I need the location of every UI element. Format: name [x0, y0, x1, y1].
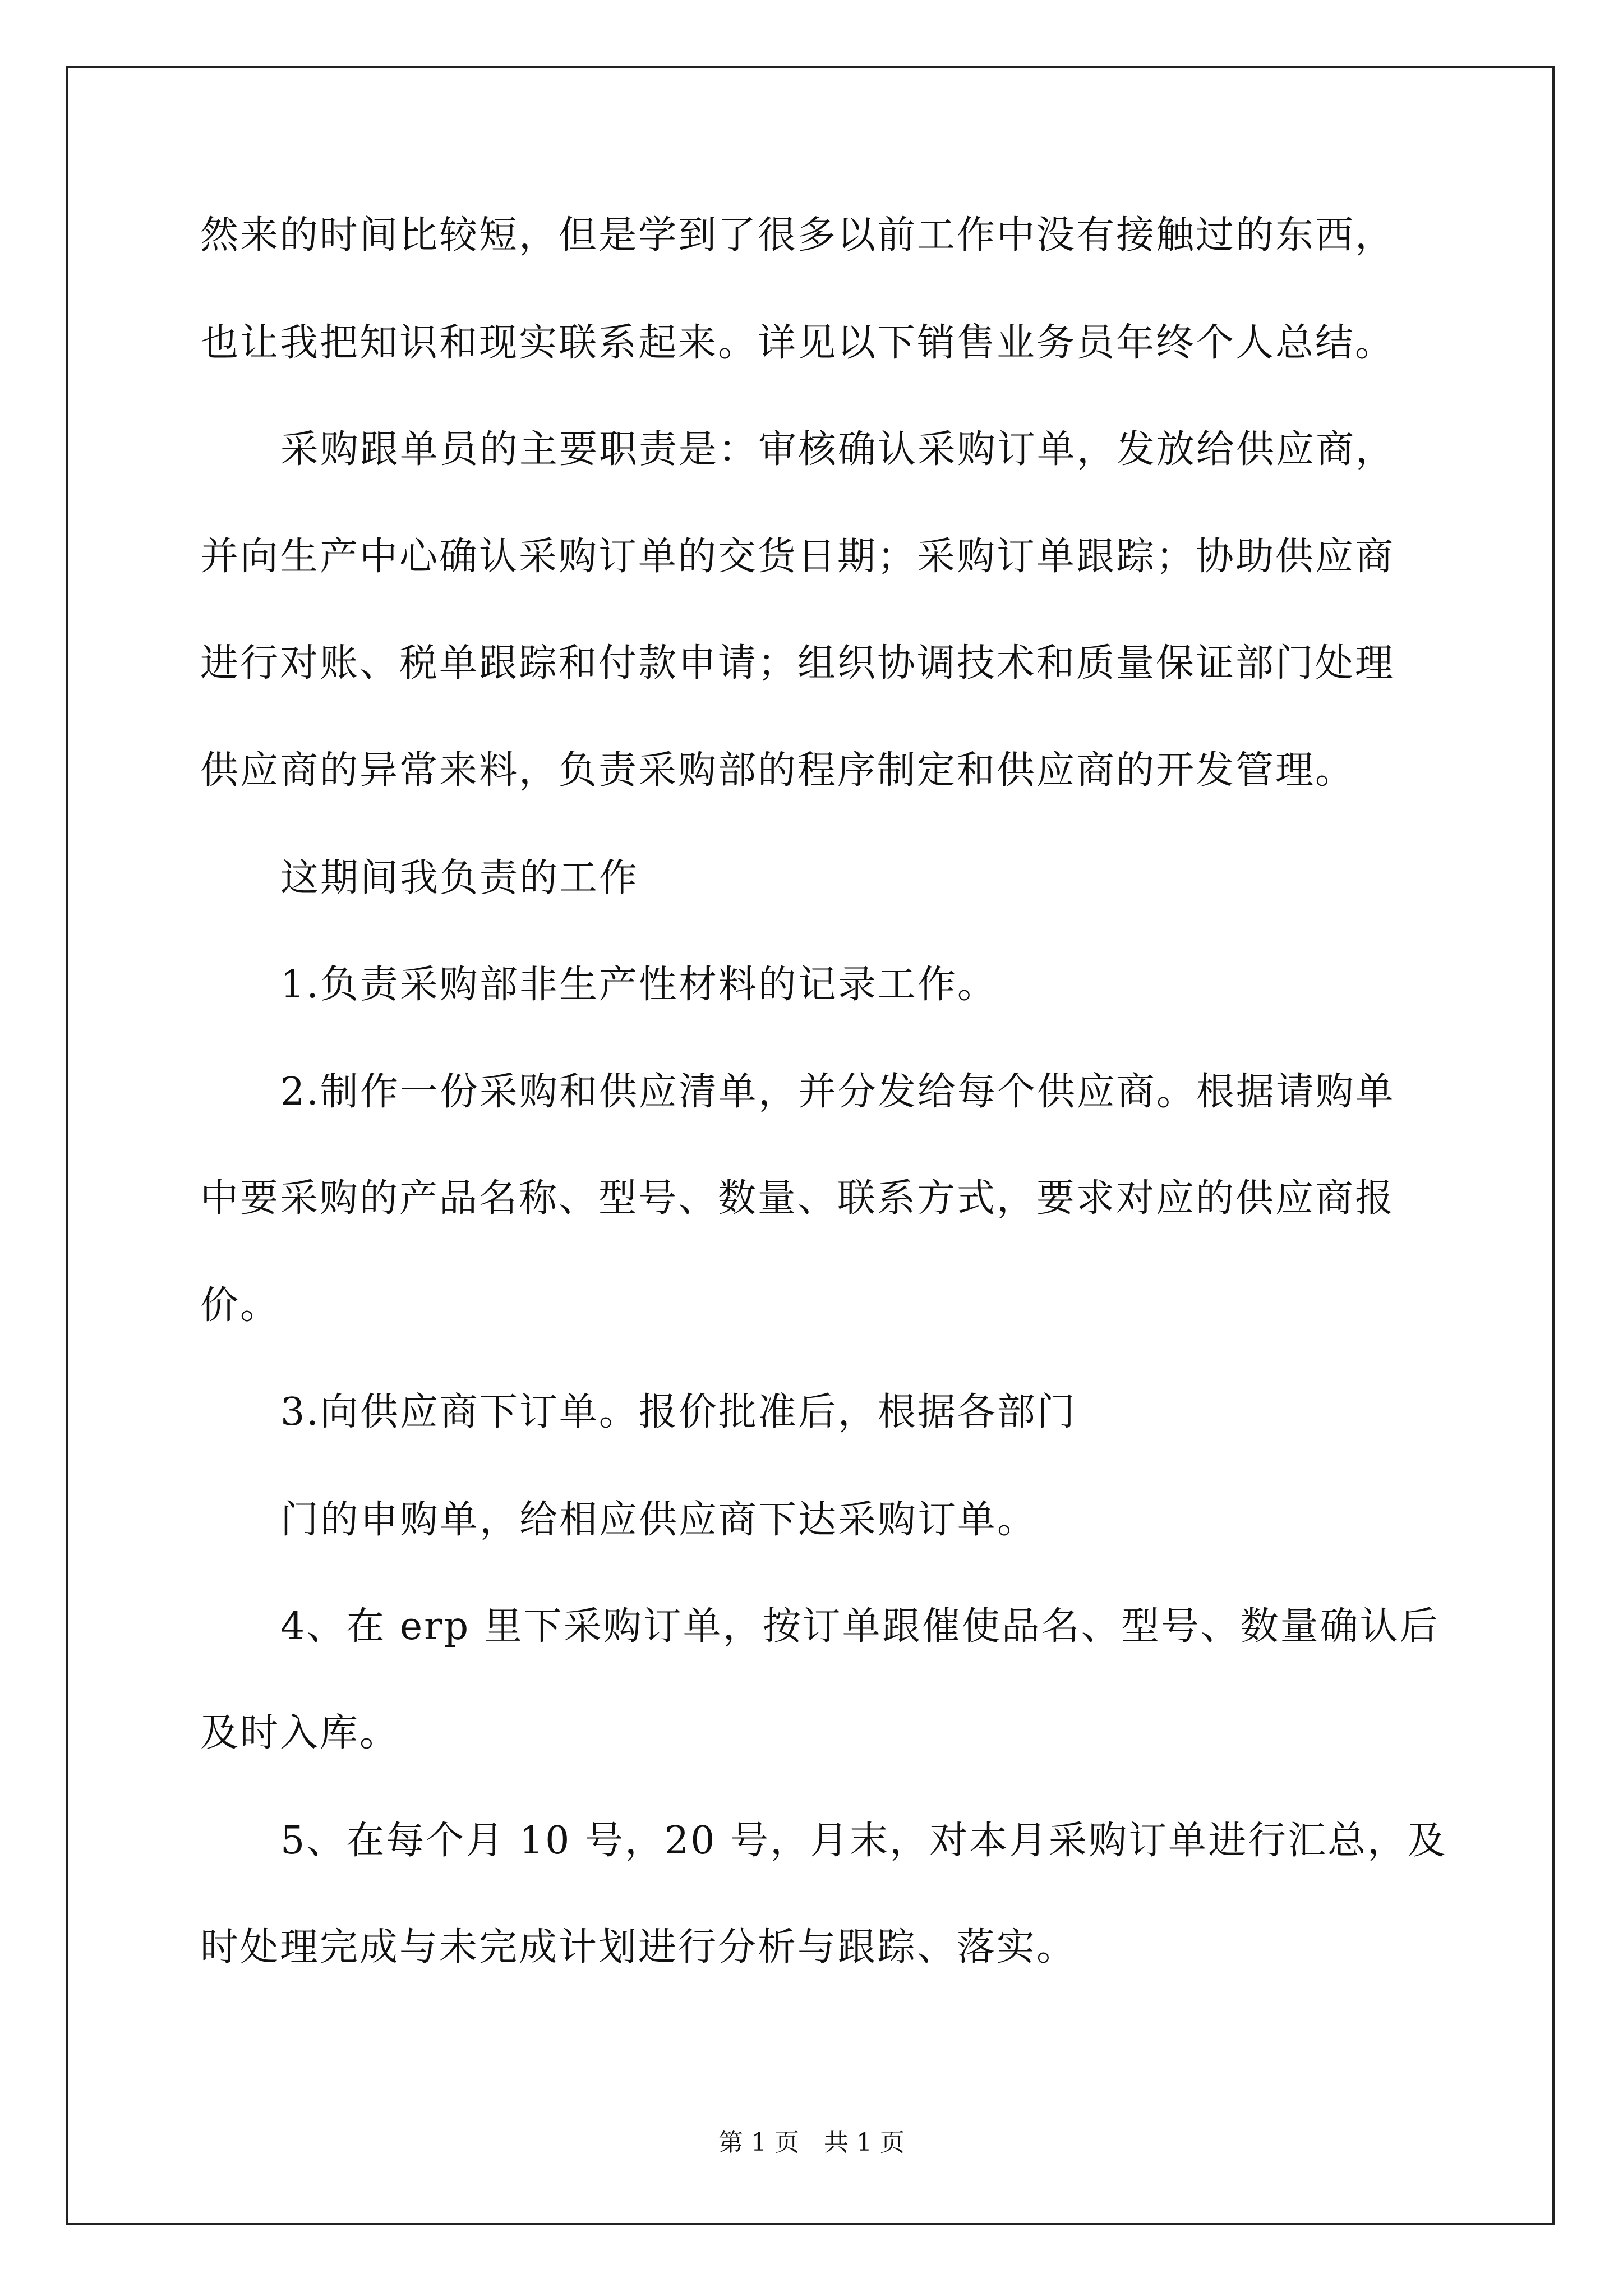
- list-item: 5、在每个月 10 号，20 号，月末，对本月采购订单进行汇总，及: [280, 1819, 1447, 1863]
- text-line: 也让我把知识和现实联系起来。详见以下销售业务员年终个人总结。: [200, 321, 1395, 365]
- page-footer: 第 1 页 共 1 页: [718, 2128, 905, 2157]
- text-line: 价。: [200, 1283, 280, 1328]
- list-item: 3.向供应商下订单。报价批准后，根据各部门: [280, 1390, 1077, 1434]
- text-line: 采购跟单员的主要职责是：审核确认采购订单，发放给供应商，: [280, 427, 1396, 472]
- list-item: 2.制作一份采购和供应清单，并分发给每个供应商。根据请购单: [280, 1070, 1395, 1114]
- list-item: 1.负责采购部非生产性材料的记录工作。: [280, 963, 997, 1007]
- text-line: 门的申购单，给相应供应商下达采购订单。: [280, 1498, 1038, 1542]
- text-line: 进行对账、税单跟踪和付款申请；组织协调技术和质量保证部门处理: [200, 641, 1395, 685]
- text-line: 供应商的异常来料，负责采购部的程序制定和供应商的开发管理。: [200, 748, 1355, 793]
- text-line: 及时入库。: [200, 1711, 400, 1755]
- text-line: 然来的时间比较短，但是学到了很多以前工作中没有接触过的东西，: [200, 213, 1395, 257]
- text-line: 并向生产中心确认采购订单的交货日期；采购订单跟踪；协助供应商: [200, 535, 1395, 579]
- list-item: 4、在 erp 里下采购订单，按订单跟催使品名、型号、数量确认后: [280, 1604, 1440, 1649]
- section-heading: 这期间我负责的工作: [280, 856, 639, 900]
- page-border: [66, 66, 1555, 2225]
- text-line: 中要采购的产品名称、型号、数量、联系方式，要求对应的供应商报: [200, 1176, 1395, 1221]
- text-line: 时处理完成与未完成计划进行分析与跟踪、落实。: [200, 1925, 1077, 1970]
